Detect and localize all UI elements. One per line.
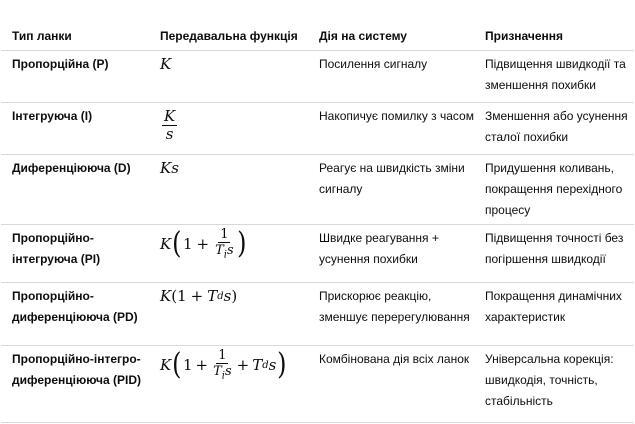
fraction-numerator: 1 xyxy=(220,226,229,242)
fraction-denominator xyxy=(215,243,234,261)
formula-t: T xyxy=(207,286,218,305)
header-transfer-function: Передавальна функція xyxy=(149,0,308,50)
table-header-row xyxy=(1,0,634,50)
purpose-cell: Підвищення швидкодії та зменшення похибки xyxy=(474,50,634,102)
formula-s: s xyxy=(268,355,277,374)
link-type-cell: Диференціююча (D) xyxy=(1,154,149,224)
formula-pd xyxy=(160,286,237,307)
purpose-cell: Покращення динамічних характеристик xyxy=(474,282,634,345)
system-action-cell: Прискорює реакцію, зменшує перерегулювання xyxy=(308,282,474,345)
transfer-function-cell xyxy=(149,345,308,422)
table-row xyxy=(1,102,634,154)
formula-s: s xyxy=(224,364,232,380)
formula-plus: + xyxy=(195,355,209,374)
formula-k: K xyxy=(160,286,172,305)
transfer-function-cell xyxy=(149,282,308,345)
formula-k: K xyxy=(160,355,172,374)
formula-t: T xyxy=(213,364,222,380)
formula-d: Ks xyxy=(160,158,179,177)
link-type-cell: Пропорційно-інтегро-диференціююча (PID) xyxy=(1,345,149,422)
fraction-numerator: 1 xyxy=(218,347,227,363)
transfer-function-cell xyxy=(149,50,308,102)
formula-i xyxy=(160,106,179,144)
purpose-cell: Універсальна корекція: швидкодія, точність, стабільність xyxy=(474,345,634,422)
purpose-cell: Зменшення або усунення сталої похибки xyxy=(474,102,634,154)
link-type-cell: Пропорційна (P) xyxy=(1,50,149,102)
formula-s: s xyxy=(226,243,234,259)
table-row xyxy=(1,282,634,345)
formula-s: s xyxy=(223,286,232,305)
transfer-function-cell xyxy=(149,102,308,154)
system-action-cell: Реагує на швидкість зміни сигналу xyxy=(308,154,474,224)
fraction-denominator: s xyxy=(165,125,174,144)
header-system-action: Дія на систему xyxy=(308,0,474,50)
right-paren: ) xyxy=(277,347,287,383)
system-action-cell: Швидке реагування + усунення похибки xyxy=(308,224,474,282)
left-paren: ( xyxy=(171,286,178,305)
right-paren: ) xyxy=(231,286,238,305)
system-action-cell: Накопичує помилку з часом xyxy=(308,102,474,154)
fraction xyxy=(215,228,234,262)
formula-plus-2: + xyxy=(236,355,250,374)
formula-t: T xyxy=(215,243,224,259)
formula-plus: + xyxy=(190,286,204,305)
formula-subscript: i xyxy=(221,370,225,382)
left-paren: ( xyxy=(172,226,182,262)
table-row xyxy=(1,345,634,422)
controller-types-table xyxy=(1,0,634,423)
formula-p xyxy=(160,54,171,75)
formula-subscript: d xyxy=(217,290,224,302)
left-paren: ( xyxy=(172,347,182,383)
system-action-cell: Посилення сигналу xyxy=(308,50,474,102)
table-row xyxy=(1,50,634,102)
fraction-numerator: K xyxy=(164,106,176,125)
formula-plus: + xyxy=(196,234,210,253)
fraction xyxy=(213,349,232,383)
formula-t: T xyxy=(252,355,263,374)
link-type-cell: Пропорційно-інтегруюча (PI) xyxy=(1,224,149,282)
link-type-cell: Пропорційно-диференціююча (PD) xyxy=(1,282,149,345)
formula-one: 1 xyxy=(177,286,187,305)
formula-k: K xyxy=(160,54,172,73)
transfer-function-cell xyxy=(149,224,308,282)
formula-subscript: d xyxy=(262,359,269,371)
fraction-denominator xyxy=(213,364,232,382)
header-link-type: Тип ланки xyxy=(1,0,149,50)
formula-pi xyxy=(160,228,247,262)
purpose-cell: Придушення коливань, покращення перехідного процесу xyxy=(474,154,634,224)
formula-one: 1 xyxy=(182,234,193,253)
formula-subscript: i xyxy=(223,249,227,261)
transfer-function-cell xyxy=(149,154,308,224)
fraction xyxy=(162,106,177,144)
purpose-cell: Підвищення точності без погіршення швидкодії xyxy=(474,224,634,282)
formula-one: 1 xyxy=(182,355,193,374)
header-purpose: Призначення xyxy=(474,0,634,50)
right-paren: ) xyxy=(236,226,247,262)
table-row xyxy=(1,224,634,282)
link-type-cell: Інтегруюча (I) xyxy=(1,102,149,154)
formula-k: K xyxy=(160,234,172,253)
formula-pid xyxy=(160,349,288,383)
system-action-cell: Комбінована дія всіх ланок xyxy=(308,345,474,422)
table-row xyxy=(1,154,634,224)
